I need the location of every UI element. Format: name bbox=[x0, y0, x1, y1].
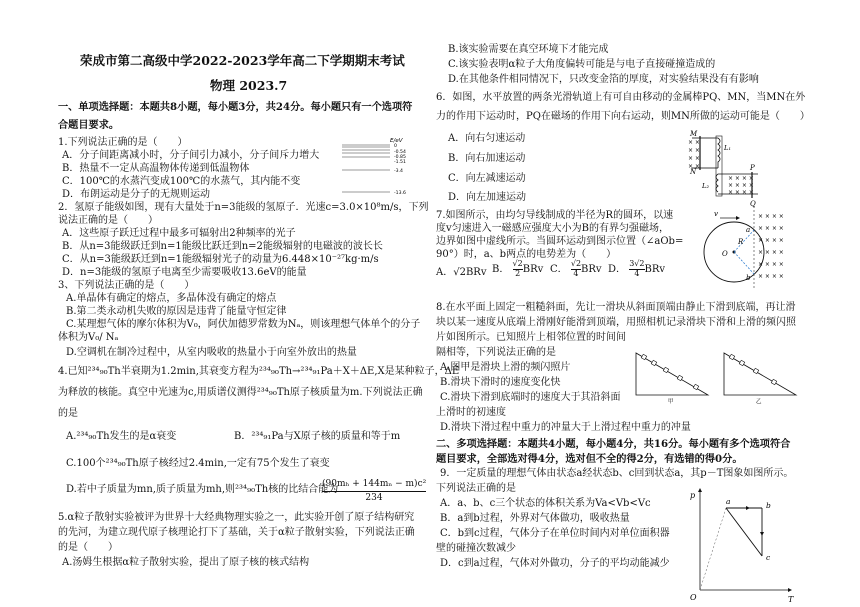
q9-pt-diagram bbox=[688, 486, 798, 604]
q2-stem-cont: 说法正确的是（ ） bbox=[58, 215, 158, 226]
q4-fraction bbox=[322, 478, 426, 505]
energy-unit-label: E/eV bbox=[390, 138, 403, 144]
level-label: -3.4 bbox=[394, 169, 403, 174]
q2-option-c: C．从n=3能级跃迁到n=1能级辐射光子的动量为6.448×10⁻²⁷kg·m/s bbox=[62, 254, 379, 265]
q5-option-d: D.在其他条件相同情况下，只改变金箔的厚度，对实验结果没有有影响 bbox=[448, 74, 759, 85]
label-r: R bbox=[738, 238, 744, 246]
q3-option-b: B.第二类永动机失败的原因是违背了能量守恒定律 bbox=[66, 306, 287, 317]
q9-option-b: B．a到b过程，外界对气体做功，吸收热量 bbox=[440, 513, 630, 524]
q9-option-a: A．a、b、c三个状态的体积关系为Va<Vb<Vc bbox=[440, 498, 651, 509]
label-o: O bbox=[690, 593, 697, 602]
svg-text:× ×: × × bbox=[688, 139, 700, 146]
q4-stem: 4.已知²³⁴₉₀Th半衰期为1.2min,其衰变方程为²³⁴₉₀Th→²³⁴₉₁Pa＋X＋ΔE,X是某种粒子，ΔE bbox=[58, 366, 460, 377]
q8-incline-photos bbox=[630, 343, 806, 405]
q3-option-c-cont: 体积为V₀/ Nₐ bbox=[58, 332, 119, 343]
label-a: a bbox=[746, 226, 751, 234]
svg-text:× × × ×: × × × × bbox=[758, 225, 784, 232]
magnetic-field-crosses-right bbox=[728, 175, 754, 196]
level-label: 0 bbox=[394, 144, 397, 149]
q7-option-d: D． $\frac{3√2}{4}$ BRv bbox=[608, 259, 666, 278]
level-label: -1.51 bbox=[394, 160, 406, 165]
svg-text:× ×: × × bbox=[688, 163, 700, 170]
q1-option-d: D．布朗运动是分子的无规则运动 bbox=[62, 189, 211, 200]
q8-stem-end: 隔相等，下列说法正确的是 bbox=[436, 347, 556, 358]
q2-option-b: B．从n=3能级跃迁到n=1能级比跃迁到n=2能级辐射的电磁波的波长长 bbox=[62, 241, 383, 252]
q8-option-b: B.滑块下滑时的速度变化快 bbox=[440, 377, 561, 388]
q4-option-d: D.若中子质量为mn,质子质量为mh,则²³⁴₉₀Th核的比结合能为 bbox=[66, 484, 339, 495]
q5-option-c: C.该实验表明α粒子大角度偏转可能是与电子直接碰撞造成的 bbox=[448, 59, 716, 70]
q5-option-b: B.该实验需要在真空环境下才能完成 bbox=[448, 44, 609, 55]
q1-option-c: C．100℃的水蒸汽变成100℃的水蒸气，其内能不变 bbox=[62, 176, 301, 187]
q2-option-d: D．n=3能级的氢原子电离至少需要吸收13.6eV的能量 bbox=[62, 267, 307, 278]
q8-stem-cont2: 片如图所示。已知照片上相邻位置的时间间 bbox=[436, 332, 626, 343]
label-o: O bbox=[722, 250, 728, 258]
label-jia: 甲 bbox=[668, 399, 674, 405]
q5-stem: 5.α粒子散射实验被评为世界十大经典物理实验之一，此实验开创了原子结构研究 bbox=[58, 512, 415, 523]
section2-heading: 二、多项选择题：本题共4小题，每小题4分，共16分。每小题有多个选项符合 bbox=[436, 438, 791, 450]
q8-option-d: D.滑块下滑过程中重力的冲量大于上滑过程中重力的冲量 bbox=[440, 422, 691, 433]
q7-option-b: B． $\frac{√2}{2}$ BRv bbox=[492, 259, 544, 278]
magnetic-field-crosses bbox=[758, 213, 784, 280]
radius-oa bbox=[734, 230, 754, 252]
coil-l1 bbox=[718, 138, 720, 168]
q7-ring-field-figure bbox=[702, 204, 806, 290]
q3-stem: 3、下列说法正确的是（ ） bbox=[58, 280, 195, 291]
q4-stem-cont: 为释放的核能。真空中光速为c,用质谱仪测得²³⁴₉₀Th原子核质量为m.下列说法正确 bbox=[58, 387, 423, 398]
school-title: 荣成市第二高级中学2022-2023学年高二下学期期末考试 bbox=[80, 53, 405, 68]
label-q: Q bbox=[750, 200, 756, 208]
q3-option-d: D.空调机在制冷过程中，从室内吸收的热量小于向室外放出的热量 bbox=[66, 347, 357, 358]
q3-option-a: A.单晶体有确定的熔点，多晶体没有确定的熔点 bbox=[66, 293, 277, 304]
q4-option-a: A.²³⁴₉₀Th发生的是α衰变 bbox=[66, 431, 177, 442]
q9-option-c-cont: 壁的碰撞次数减少 bbox=[436, 543, 516, 554]
label-m: M bbox=[690, 130, 698, 138]
path-ca bbox=[726, 508, 762, 556]
level-label: -0.85 bbox=[394, 155, 406, 160]
q5-stem-cont: 的先河，为建立现代原子核理论打下了基础，关于α粒子散射实验，下列说法正确 bbox=[58, 527, 415, 538]
q6-option-c: C．向左减速运动 bbox=[448, 173, 526, 184]
label-a: a bbox=[726, 497, 731, 506]
q5-option-a: A.汤姆生根据α粒子散射实验，提出了原子核的核式结构 bbox=[62, 557, 310, 568]
svg-text:× × × ×: × × × × bbox=[758, 261, 784, 268]
q2-stem: 2．氢原子能级如图，现有大量处于n=3能级的氢原子．光速c=3.0×10⁸m/s，下列 bbox=[58, 202, 429, 213]
q2-option-a: A．这些原子跃迁过程中最多可辐射出2种频率的光子 bbox=[62, 228, 296, 239]
q8-option-a: A.图甲是滑块上滑的频闪照片 bbox=[440, 362, 571, 373]
q7-stem-cont2: 边界如图中虚线所示。当圆环运动到图示位置（∠aOb= bbox=[436, 236, 684, 247]
label-l2: L₂ bbox=[702, 182, 709, 190]
q8-stem: 8.在水平面上固定一粗糙斜面，先让一滑块从斜面顶端由静止下滑到底端，再让滑 bbox=[436, 302, 796, 313]
coil-l2 bbox=[716, 174, 718, 192]
q6-stem: 6．如图，水平放置的两条光滑轨道上有可自由移动的金属棒PQ、MN，当MN在外 bbox=[436, 92, 806, 103]
isochore-guide bbox=[700, 508, 726, 590]
q1-stem: 1.下列说法正确的是（ ） bbox=[58, 137, 188, 148]
svg-text:× × × ×: × × × × bbox=[758, 249, 784, 256]
svg-text:× × × ×: × × × × bbox=[728, 182, 754, 189]
q8-stem-cont: 块以某一速度从底端上滑刚好能滑到顶端，用照相机记录滑块下滑和上滑的频闪照 bbox=[436, 317, 796, 328]
incline-jia bbox=[636, 353, 708, 405]
q1-option-b: B．热量不一定从高温物体传递到低温物体 bbox=[62, 163, 250, 174]
label-p: p bbox=[690, 491, 696, 500]
radius-ob bbox=[734, 252, 754, 274]
q7-option-a: A．√2BRv bbox=[436, 267, 487, 278]
q8-option-c-cont: 上滑时的初速度 bbox=[436, 407, 506, 418]
svg-text:× × × ×: × × × × bbox=[758, 237, 784, 244]
label-yi: 乙 bbox=[756, 399, 762, 405]
label-t: T bbox=[788, 595, 794, 604]
q4-option-b: B．²³⁴₉₁Pa与X原子核的质量和等于m bbox=[234, 431, 401, 442]
q3-option-c: C.某理想气体的摩尔体积为V₀，阿伏加德罗常数为Nₐ，则该理想气体单个的分子 bbox=[66, 319, 421, 330]
label-v: v bbox=[714, 210, 718, 218]
magnetic-field-crosses-left bbox=[688, 139, 700, 170]
label-n: N bbox=[690, 168, 697, 176]
svg-text:× × × ×: × × × × bbox=[728, 175, 754, 182]
q6-option-a: A．向右匀速运动 bbox=[448, 133, 526, 144]
level-label: -0.54 bbox=[394, 150, 406, 155]
energy-level-diagram bbox=[340, 134, 430, 196]
q7-stem-cont: 度v匀速进入一磁感应强度大小为B的有界匀强磁场， bbox=[436, 223, 669, 234]
section2-heading-cont: 题目要求，全部选对得4分，选对但不全的得2分，有选错的得0分。 bbox=[436, 453, 743, 465]
q1-option-a: A．分子间距离减小时，分子间引力减小，分子间斥力增大 bbox=[62, 150, 320, 161]
q9-option-d: D．c到a过程，气体对外做功，分子的平均动能减少 bbox=[440, 558, 670, 569]
label-b: b bbox=[746, 274, 751, 282]
q6-option-d: D．向左加速运动 bbox=[448, 192, 527, 203]
label-p: P bbox=[750, 164, 755, 172]
incline-yi bbox=[724, 353, 796, 405]
svg-text:× × × ×: × × × × bbox=[758, 273, 784, 280]
q4-option-c: C.100个²³⁴₉₀Th原子核经过2.4min,一定有75个发生了衰变 bbox=[66, 458, 330, 469]
section1-heading: 一、单项选择题：本题共8小题，每小题3分，共24分。每小题只有一个选项符 bbox=[58, 101, 413, 113]
q9-option-c: C．b到c过程，气体分子在单位时间内对单位面积器 bbox=[440, 528, 670, 539]
q4-fraction-denominator: 234 bbox=[365, 492, 383, 503]
q8-option-c: C.滑块下滑到底端时的速度大于其沿斜面 bbox=[440, 392, 621, 403]
label-c: c bbox=[766, 553, 771, 562]
level-label: -13.6 bbox=[394, 191, 406, 196]
q4-stem-end: 的是 bbox=[58, 408, 78, 419]
svg-text:× ×: × × bbox=[688, 147, 700, 154]
q7-stem: 7.如图所示，由均匀导线制成的半径为R的圆环，以速 bbox=[436, 210, 674, 221]
svg-text:× ×: × × bbox=[688, 155, 700, 162]
section1-heading-cont: 合题目要求。 bbox=[58, 119, 120, 131]
label-l1: L₁ bbox=[724, 144, 731, 152]
q6-rail-circuit-figure bbox=[688, 128, 804, 212]
q7-option-c: C． $\frac{√2}{4}$ BRv bbox=[550, 259, 602, 278]
q6-option-b: B．向右加速运动 bbox=[448, 153, 526, 164]
label-b: b bbox=[766, 501, 771, 510]
q5-stem-end: 的是（ ） bbox=[58, 542, 118, 553]
q9-stem-cont: 下列说法正确的是 bbox=[436, 483, 516, 494]
q9-stem: 9．一定质量的理想气体由状态a经状态b、c回到状态a，其p－T图象如图所示。 bbox=[440, 468, 794, 479]
svg-text:× × × ×: × × × × bbox=[728, 189, 754, 196]
q6-stem-cont: 力的作用下运动时，PQ在磁场的作用下向右运动，则MN所做的运动可能是（ ） bbox=[436, 111, 810, 122]
q4-fraction-numerator: (90mₕ + 144mₙ − m)c² bbox=[322, 478, 426, 492]
subject-date: 物理 2023.7 bbox=[210, 78, 288, 93]
q7-stem-end: 90°）时，a、b两点的电势差为（ ） bbox=[436, 249, 617, 260]
svg-text:× × × ×: × × × × bbox=[758, 213, 784, 220]
